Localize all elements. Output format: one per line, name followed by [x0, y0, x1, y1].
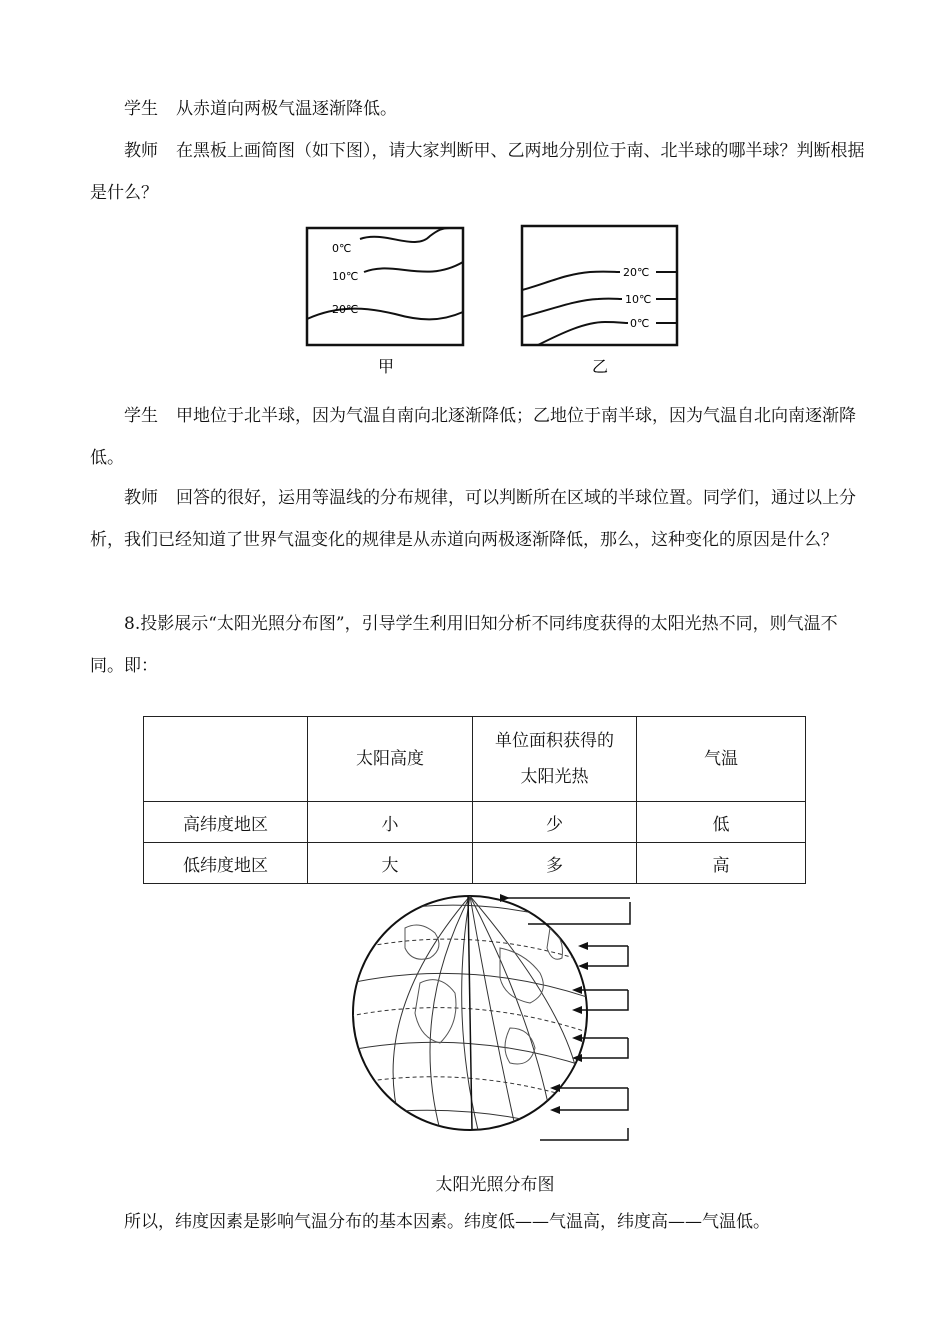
- isotherm-label: 20℃: [332, 303, 359, 316]
- paragraph-text: 所以，纬度因素是影响气温分布的基本因素。纬度低——气温高，纬度高——气温低。: [124, 1212, 770, 1232]
- diagram-frame: [522, 226, 677, 345]
- table-row: [144, 843, 806, 884]
- table-header-cell: 太阳高度: [308, 717, 473, 802]
- isotherm-line-0: [538, 322, 628, 345]
- isotherm-label: 0℃: [630, 317, 650, 330]
- table-header-row: [144, 717, 806, 802]
- conclusion: [90, 1201, 865, 1243]
- paragraph-text: 8.投影展示“太阳光照分布图”，引导学生利用旧知分析不同纬度获得的太阳光热不同，则气温不同。即：: [90, 614, 838, 676]
- latitude-comparison-table: [143, 716, 806, 884]
- table-cell: 低纬度地区: [144, 843, 308, 884]
- projection-instruction: [90, 603, 865, 687]
- diagram-caption: 甲: [377, 357, 395, 376]
- sunlight-globe-figure: [350, 888, 640, 1148]
- isotherm-label: 20℃: [623, 266, 650, 279]
- isotherm-line-20: [307, 309, 463, 320]
- table-cell: 高纬度地区: [144, 802, 308, 843]
- isotherm-diagram-yi: [522, 226, 677, 376]
- isotherm-line-20: [522, 272, 620, 290]
- table-header-cell: 单位面积获得的太阳光热: [473, 717, 637, 802]
- student-answer-1: [90, 88, 865, 130]
- paragraph-text: 在黑板上画简图（如下图），请大家判断甲、乙两地分别位于南、北半球的哪半球？判断根据是什么？: [90, 141, 865, 203]
- teacher-explanation: [90, 477, 865, 561]
- isotherm-line-0: [360, 228, 450, 242]
- diagram-frame: [307, 228, 463, 345]
- globe: [350, 896, 590, 1136]
- speaker-label: 学生: [124, 406, 158, 426]
- table-header-cell: [144, 717, 308, 802]
- isotherm-label: 10℃: [332, 270, 359, 283]
- isotherm-figure: [300, 222, 690, 382]
- table-cell: 小: [308, 802, 473, 843]
- table-row: [144, 802, 806, 843]
- globe-caption: 太阳光照分布图: [435, 1175, 555, 1195]
- paragraph-text: 从赤道向两极气温逐渐降低。: [176, 99, 397, 119]
- teacher-question-1: [90, 130, 865, 214]
- isotherm-label: 0℃: [332, 242, 352, 255]
- paragraph-text: 甲地位于北半球，因为气温自南向北逐渐降低；乙地位于南半球，因为气温自北向南逐渐降低。: [90, 406, 856, 468]
- isotherm-line-10: [364, 262, 463, 272]
- table-cell: 高: [637, 843, 806, 884]
- table-cell: 少: [473, 802, 637, 843]
- table-header-cell: 气温: [637, 717, 806, 802]
- table-cell: 多: [473, 843, 637, 884]
- table-cell: 低: [637, 802, 806, 843]
- isotherm-diagram-jia: [307, 228, 463, 376]
- speaker-label: 教师: [124, 488, 158, 508]
- isotherm-label: 10℃: [625, 293, 652, 306]
- speaker-label: 教师: [124, 141, 158, 161]
- speaker-label: 学生: [124, 99, 158, 119]
- student-answer-2: [90, 395, 865, 479]
- isotherm-line-10: [522, 299, 622, 317]
- paragraph-text: 回答的很好，运用等温线的分布规律，可以判断所在区域的半球位置。同学们，通过以上分析，我们已经知道了世界气温变化的规律是从赤道向两极逐渐降低，那么，这种变化的原因是什么？: [90, 488, 856, 550]
- table-cell: 大: [308, 843, 473, 884]
- diagram-caption: 乙: [591, 357, 609, 376]
